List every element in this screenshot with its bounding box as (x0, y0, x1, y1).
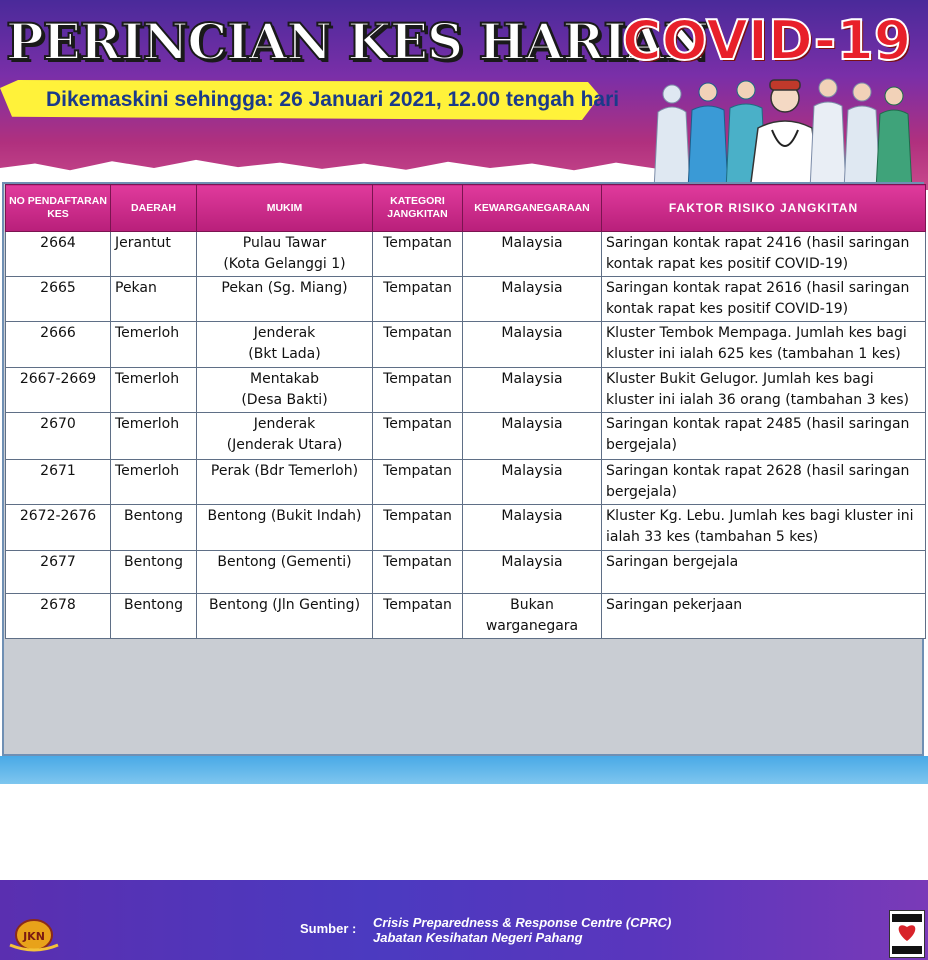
infection-category-cell: Tempatan (373, 322, 463, 368)
subdistrict-cell: Pulau Tawar (Kota Gelanggi 1) (197, 232, 373, 277)
health-workers-illustration (650, 72, 920, 190)
risk-factor-cell: Saringan pekerjaan (602, 594, 926, 639)
infection-category-cell: Tempatan (373, 368, 463, 413)
case-number-cell: 2670 (6, 413, 111, 460)
case-number-cell: 2672-2676 (6, 505, 111, 551)
health-worker-icon (876, 87, 912, 190)
district-cell: Temerloh (111, 368, 197, 413)
district-cell: Bentong (111, 505, 197, 551)
koi-nak-sihat-logo (889, 910, 925, 958)
risk-factor-cell: Kluster Bukit Gelugor. Jumlah kes bagi kluster ini ialah 36 orang (tambahan 3 kes) (602, 368, 926, 413)
citizenship-cell: Malaysia (463, 460, 602, 505)
table-header-row (6, 185, 926, 232)
risk-factor-cell: Saringan bergejala (602, 551, 926, 594)
source-org: Crisis Preparedness & Response Centre (CPRC) (373, 915, 672, 930)
health-worker-icon (688, 83, 728, 190)
citizenship-cell: Malaysia (463, 413, 602, 460)
table-row (6, 277, 926, 322)
header-daerah: DAERAH (111, 185, 197, 232)
subdistrict-cell: Jenderak (Bkt Lada) (197, 322, 373, 368)
district-cell: Jerantut (111, 232, 197, 277)
infection-category-cell: Tempatan (373, 551, 463, 594)
subdistrict-cell: Bentong (Bukit Indah) (197, 505, 373, 551)
table-row (6, 368, 926, 413)
source-dept: Jabatan Kesihatan Negeri Pahang (373, 930, 583, 945)
district-cell: Bentong (111, 594, 197, 639)
infection-category-cell: Tempatan (373, 594, 463, 639)
citizenship-cell: Malaysia (463, 322, 602, 368)
case-number-cell: 2665 (6, 277, 111, 322)
risk-factor-cell: Saringan kontak rapat 2485 (hasil saringan bergejala) (602, 413, 926, 460)
health-worker-icon (810, 79, 846, 190)
health-worker-icon (654, 85, 690, 190)
header-mukim: MUKIM (197, 185, 373, 232)
header-kategori: KATEGORI JANGKITAN (373, 185, 463, 232)
infection-category-cell: Tempatan (373, 460, 463, 505)
district-cell: Temerloh (111, 460, 197, 505)
header-kewarganegaraan: KEWARGANEGARAAN (463, 185, 602, 232)
covid-title: COVID-19 (622, 9, 912, 72)
source-label: Sumber : (300, 921, 357, 936)
citizenship-cell: Malaysia (463, 368, 602, 413)
citizenship-cell: Malaysia (463, 551, 602, 594)
case-details-table (5, 184, 926, 639)
citizenship-cell: Bukan warganegara (463, 594, 602, 639)
subdistrict-cell: Mentakab (Desa Bakti) (197, 368, 373, 413)
health-worker-icon (844, 83, 880, 190)
infection-category-cell: Tempatan (373, 277, 463, 322)
infection-category-cell: Tempatan (373, 505, 463, 551)
risk-factor-cell: Kluster Tembok Mempaga. Jumlah kes bagi kluster ini ialah 625 kes (tambahan 1 kes) (602, 322, 926, 368)
table-row (6, 460, 926, 505)
subdistrict-cell: Jenderak (Jenderak Utara) (197, 413, 373, 460)
subdistrict-cell: Pekan (Sg. Miang) (197, 277, 373, 322)
case-number-cell: 2664 (6, 232, 111, 277)
citizenship-cell: Malaysia (463, 232, 602, 277)
doctor-icon (750, 80, 820, 190)
case-number-cell: 2678 (6, 594, 111, 639)
subdistrict-cell: Bentong (Jln Genting) (197, 594, 373, 639)
case-number-cell: 2677 (6, 551, 111, 594)
risk-factor-cell: Saringan kontak rapat 2416 (hasil saringan kontak rapat kes positif COVID-19) (602, 232, 926, 277)
header-faktor: FAKTOR RISIKO JANGKITAN (602, 185, 926, 232)
risk-factor-cell: Saringan kontak rapat 2616 (hasil saringan kontak rapat kes positif COVID-19) (602, 277, 926, 322)
subdistrict-cell: Perak (Bdr Temerloh) (197, 460, 373, 505)
campaign-logo-icon (890, 911, 924, 957)
case-number-cell: 2666 (6, 322, 111, 368)
jkn-logo-icon (6, 915, 62, 955)
case-number-cell: 2667-2669 (6, 368, 111, 413)
district-cell: Temerloh (111, 322, 197, 368)
district-cell: Bentong (111, 551, 197, 594)
infection-category-cell: Tempatan (373, 232, 463, 277)
header-no: NO PENDAFTARAN KES (6, 185, 111, 232)
risk-factor-cell: Saringan kontak rapat 2628 (hasil saringan bergejala) (602, 460, 926, 505)
table-row (6, 594, 926, 639)
table-row (6, 551, 926, 594)
table-row (6, 232, 926, 277)
risk-factor-cell: Kluster Kg. Lebu. Jumlah kes bagi kluster ini ialah 33 kes (tambahan 5 kes) (602, 505, 926, 551)
blue-stripe-decoration (0, 756, 928, 784)
district-cell: Pekan (111, 277, 197, 322)
table-row (6, 505, 926, 551)
case-number-cell: 2671 (6, 460, 111, 505)
citizenship-cell: Malaysia (463, 277, 602, 322)
jkn-logo-text: JKN (23, 930, 45, 943)
district-cell: Temerloh (111, 413, 197, 460)
subdistrict-cell: Bentong (Gementi) (197, 551, 373, 594)
page-title: PERINCIAN KES HARIAN (6, 12, 708, 71)
update-timestamp: Dikemaskini sehingga: 26 Januari 2021, 12.00 tengah hari (46, 88, 620, 111)
citizenship-cell: Malaysia (463, 505, 602, 551)
table-body (6, 232, 926, 639)
infection-category-cell: Tempatan (373, 413, 463, 460)
table-row (6, 322, 926, 368)
table-row (6, 413, 926, 460)
